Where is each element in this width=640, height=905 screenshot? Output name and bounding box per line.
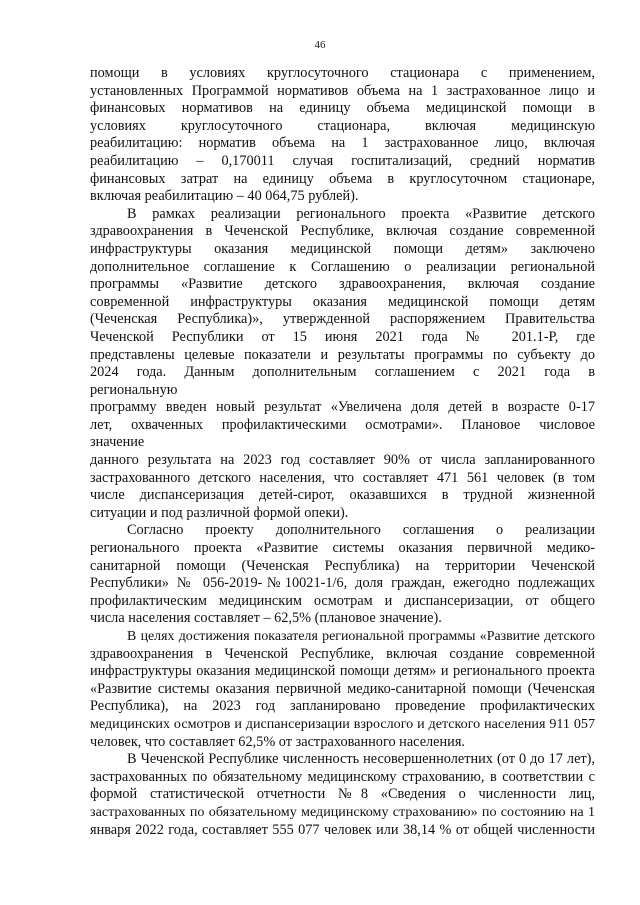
text-line: инфраструктуры оказания медицинской помощи детям» заключено [90, 240, 595, 257]
text-line: (Чеченская Республика)», утвержденной распоряжением Правительства [90, 311, 595, 328]
text-line: застрахованных по обязательному медицинскому страхованию» по состоянию на 1 [90, 803, 595, 820]
text-line: программу введен новый результат «Увеличена доля детей в возрасте 0-17 [90, 399, 595, 416]
text-line: здравоохранения в Чеченской Республике, включая создание современной [90, 645, 595, 662]
text-line: января 2022 года, составляет 555 077 человек или 38,14 % от общей численности [90, 821, 595, 838]
text-line: медицинских осмотров и диспансеризации взрослого и детского населения 911 057 [90, 715, 595, 732]
text-line: Согласно проекту дополнительного соглашения о реализации [127, 522, 595, 539]
text-line: лет, охваченных профилактическими осмотрами». Плановое числовое [90, 416, 595, 433]
document-body [90, 65, 595, 839]
text-line: В целях достижения показателя региональной программы «Развитие детского [127, 629, 595, 644]
text-line: застрахованных по обязательному медицинскому страхованию, в соответствии с [90, 768, 595, 785]
text-line: инфраструктуры оказания медицинской помощи детям» и регионального проекта [90, 663, 595, 680]
text-line: регионального проекта «Развитие системы оказания первичной медико- [90, 540, 595, 557]
text-line: числа населения составляет – 62,5% (плановое значение). [90, 610, 442, 627]
text-line: санитарной помощи (Чеченская Республика) на территории Чеченской [90, 557, 595, 574]
text-line: «Развитие системы оказания первичной медико-санитарной помощи (Чеченская [90, 680, 595, 697]
text-line: установленных Программой нормативов объема на 1 застрахованное лицо и [90, 82, 595, 99]
text-line: включая реабилитацию – 40 064,75 рублей). [90, 188, 359, 205]
text-line: Чеченской Республики от 15 июня 2021 года № 201.1-Р, где [90, 328, 595, 345]
text-line: 2024 года. Данным дополнительным соглашением с 2021 года в [90, 364, 595, 381]
text-line: реабилитацию – 0,170011 случая госпитализаций, средний норматив [90, 152, 595, 169]
text-line: ситуации и под различной формой опеки). [90, 504, 349, 521]
text-line: Республики» № 056-2019-№10021-1/6, доля граждан, ежегодно подлежащих [90, 575, 595, 592]
text-line: помощи в условиях круглосуточного стационара с применением, [90, 65, 595, 81]
text-line: В Чеченской Республике численность несовершеннолетних (от 0 до 17 лет), [127, 751, 595, 768]
text-line: данного результата на 2023 год составляет 90% от числа запланированного [90, 452, 595, 469]
text-line: Республика), на 2023 год запланировано проведение профилактических [90, 698, 595, 715]
text-line: числе диспансеризация детей-сирот, оказавшихся в трудной жизненной [90, 487, 595, 504]
text-line: дополнительное соглашение к Соглашению о реализации региональной [90, 258, 595, 275]
text-line: программы «Развитие детского здравоохранения, включая создание [90, 276, 595, 293]
text-line: финансовых нормативов на единицу объема медицинской помощи в [90, 100, 595, 117]
text-line: финансовых затрат на единицу объема в круглосуточном стационаре, [90, 170, 595, 187]
text-line: условиях круглосуточного стационара, включая медицинскую [90, 117, 595, 134]
text-line: застрахованного детского населения, что составляет 471 561 человек (в том [90, 469, 595, 486]
text-line: В рамках реализации регионального проекта «Развитие детского [127, 205, 595, 222]
text-line: значение [90, 434, 145, 451]
text-line: реабилитацию: норматив объема на 1 застрахованное лицо, включая [90, 135, 595, 152]
text-line: современной инфраструктуры оказания медицинской помощи детям [90, 293, 595, 310]
text-line: здравоохранения в Чеченской Республике, включая создание современной [90, 223, 595, 240]
text-line: представлены целевые показатели и результаты программы по субъекту до [90, 346, 595, 363]
text-line: региональную [90, 381, 178, 398]
text-line: профилактическим медицинским осмотрам и диспансеризации, от общего [90, 592, 595, 609]
text-line: формой статистической отчетности №8 «Сведения о численности лиц, [90, 786, 595, 803]
text-line: человек, что составляет 62,5% от застрахованного населения. [90, 733, 465, 750]
page-number: 46 [314, 39, 326, 51]
